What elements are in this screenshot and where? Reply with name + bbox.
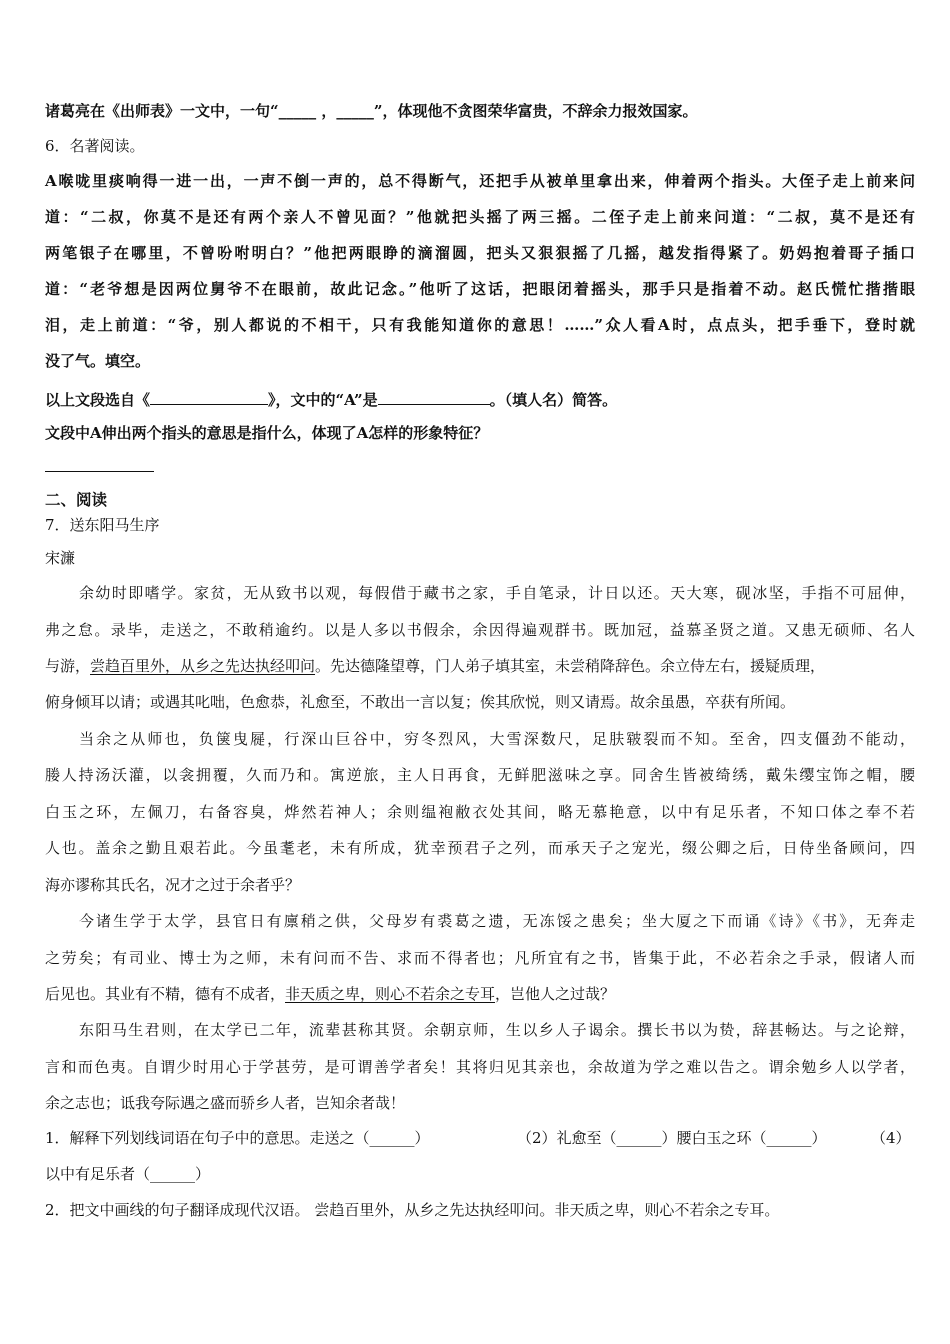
subq1-part-a: 1．解释下列划线词语在句子中的意思。走送之（______） — [45, 1129, 430, 1147]
q5-tail-line: 诸葛亮在《出师表》一文中，一句“_____ ，_____”，体现他不贪图荣华富贵，不辞余力报效国家。 — [45, 102, 698, 120]
para1-line: 弗之怠。录毕，走送之，不敢稍逾约。以是人多以书假余，余因得遍观群书。既加冠，益慕圣贤之道。又患无硕师、名人 — [45, 621, 915, 639]
para3-text: ，岂他人之过哉？ — [495, 985, 616, 1003]
para2-line: 白玉之环，左佩刀，右备容臭，烨然若神人；余则缊袍敝衣处其间，略无慕艳意，以中有足乐者，不知口体之奉不若 — [45, 803, 915, 821]
para4-line: 余之志也；诋我夸际遇之盛而骄乡人者，岂知余者哉！ — [45, 1094, 406, 1112]
subq2: 2．把文中画线的句子翻译成现代汉语。 尝趋百里外，从乡之先达执经叩问。非天质之卑，则心不若余之专耳。 — [45, 1201, 780, 1219]
q7-title: 7．送东阳马生序 — [45, 516, 160, 534]
para1-line — [45, 659, 825, 674]
fill-mid-text: 》，文中的“A”是 — [268, 391, 378, 409]
fill-pre-text: 以上文段选自《 — [45, 391, 151, 409]
section-heading: 二、阅读 — [45, 490, 108, 509]
para2-line: 媵人持汤沃灌，以衾拥覆，久而乃和。寓逆旅，主人日再食，无鲜肥滋味之享。同舍生皆被绮绣，戴朱缨宝饰之帽，腰 — [45, 766, 915, 784]
answer-line[interactable] — [45, 471, 154, 472]
fill-post-text: 。（填人名）简答。 — [489, 391, 618, 409]
q6-fill-line — [45, 391, 617, 408]
q6-passage-line: A喉咙里痰响得一进一出，一声不倒一声的，总不得断气，还把手从被单里拿出来，伸着两个指头。大侄子走上前来问 — [45, 172, 915, 190]
para3-line — [45, 987, 615, 1002]
para3-line: 之劳矣；有司业、博士为之师，未有问而不告、求而不得者也；凡所宜有之书，皆集于此，不必若余之手录，假诸人而 — [45, 949, 915, 967]
q6-title: 6．名著阅读。 — [45, 137, 145, 155]
q6-passage-line: 两笔银子在哪里，不曾吩咐明白？”他把两眼睁的滴溜圆，把头又狠狠摇了几摇，越发指得紧了。奶妈抱着哥子插口 — [45, 244, 915, 262]
book-title-blank[interactable] — [150, 391, 268, 405]
underlined-sentence-1: 尝趋百里外，从乡之先达执经叩问 — [90, 657, 316, 675]
para1-text: 。先达德隆望尊，门人弟子填其室，未尝稍降辞色。余立侍左右，援疑质理， — [315, 657, 826, 675]
para3-text: 后见也。其业有不精，德有不成者， — [45, 985, 286, 1003]
para2-line: 人也。盖余之勤且艰若此。今虽耄老，未有所成，犹幸预君子之列，而承天子之宠光，缀公卿之后，日侍坐备顾问，四 — [45, 839, 915, 857]
q6-passage-line: 道：“老爷想是因两位舅爷不在眼前，故此记念。”他听了这话，把眼闭着摇头，那手只是指着不动。赵氏慌忙揩揩眼 — [45, 280, 915, 298]
para2-line: 当余之从师也，负箧曳屣，行深山巨谷中，穷冬烈风，大雪深数尺，足肤皲裂而不知。至舍，四支僵劲不能动， — [79, 730, 915, 748]
q6-passage-line: 没了气。填空。 — [45, 352, 151, 370]
para1-text: 与游， — [45, 657, 91, 675]
q6-passage-line: 道：“二叔，你莫不是还有两个亲人不曾见面？”他就把头摇了两三摇。二侄子走上前来问道：“二叔，莫不是还有 — [45, 208, 915, 226]
subq1-part-b: （2）礼愈至（______）腰白玉之环（______） — [517, 1129, 827, 1147]
q6-question: 文段中A伸出两个指头的意思是指什么，体现了A怎样的形象特征？ — [45, 424, 489, 442]
subq1-part-d: 以中有足乐者（______） — [45, 1165, 211, 1183]
para3-line: 今诸生学于太学，县官日有廪稍之供，父母岁有裘葛之遗，无冻馁之患矣；坐大厦之下而诵《诗》《书》，无奔走 — [79, 912, 915, 930]
para4-line: 东阳马生君则，在太学已二年，流辈甚称其贤。余朝京师，生以乡人子谒余。撰长书以为贽，辞甚畅达。与之论辩， — [79, 1021, 915, 1039]
para1-line: 余幼时即嗜学。家贫，无从致书以观，每假借于藏书之家，手自笔录，计日以还。天大寒，砚冰坚，手指不可屈伸， — [79, 584, 915, 602]
subq1-part-c: （4） — [871, 1129, 911, 1147]
underlined-sentence-2: 非天质之卑，则心不若余之专耳 — [285, 985, 496, 1003]
person-name-blank[interactable] — [378, 391, 490, 405]
q7-author: 宋濂 — [45, 549, 76, 567]
para1-line: 俯身倾耳以请；或遇其叱咄，色愈恭，礼愈至，不敢出一言以复；俟其欣悦，则又请焉。故余虽愚，卒获有所闻。 — [45, 693, 796, 711]
q6-passage-line: 泪，走上前道：“爷，别人都说的不相干，只有我能知道你的意思！……”众人看A时，点点头，把手垂下，登时就 — [45, 316, 915, 334]
para4-line: 言和而色夷。自谓少时用心于学甚劳，是可谓善学者矣！其将归见其亲也，余故道为学之难以告之。谓余勉乡人以学者， — [45, 1058, 915, 1076]
para2-line: 海亦谬称其氏名，况才之过于余者乎？ — [45, 876, 301, 894]
